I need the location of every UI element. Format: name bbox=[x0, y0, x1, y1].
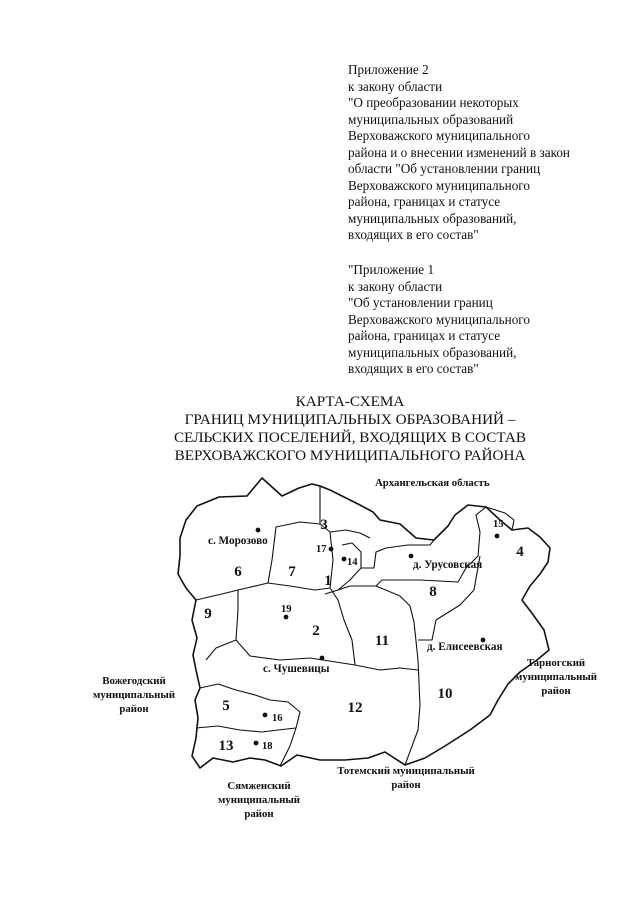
appendix-1-line: "Приложение 1 bbox=[348, 262, 435, 277]
settlement-marker bbox=[320, 656, 325, 661]
settlement-marker bbox=[495, 534, 500, 539]
neighbor-north-label: Архангельская область bbox=[375, 477, 490, 489]
boundary-6-7 bbox=[268, 527, 276, 583]
appendix-1-line: Верховажского муниципального bbox=[348, 311, 530, 327]
boundary-7-south bbox=[268, 583, 330, 590]
area-number: 5 bbox=[222, 698, 230, 714]
boundary-11-east bbox=[405, 606, 420, 765]
boundary-8-10 bbox=[376, 507, 486, 586]
map-title-line: СЕЛЬСКИХ ПОСЕЛЕНИЙ, ВХОДЯЩИХ В СОСТАВ bbox=[174, 429, 526, 446]
appendix-1-line: муниципальных образований, bbox=[348, 344, 517, 360]
settlement-label: с. Чушевицы bbox=[263, 663, 330, 675]
appendix-2-line: Приложение 2 bbox=[348, 62, 429, 77]
neighbor-southwest-label: район bbox=[244, 808, 274, 820]
map-title-line: ГРАНИЦ МУНИЦИПАЛЬНЫХ ОБРАЗОВАНИЙ – bbox=[184, 411, 516, 428]
settlement-marker bbox=[254, 741, 259, 746]
area-number: 12 bbox=[347, 700, 363, 716]
area-number: 11 bbox=[374, 633, 390, 649]
point-number: 19 bbox=[281, 604, 292, 615]
appendix-2-line: района и о внесении изменений в закон bbox=[348, 144, 570, 160]
point-number: 18 bbox=[262, 741, 273, 752]
point-number: 14 bbox=[347, 557, 358, 568]
appendix-1-line: к закону области bbox=[348, 278, 443, 294]
area-number: 3 bbox=[320, 517, 328, 533]
area-number: 2 bbox=[312, 623, 320, 639]
settlement-label: д. Елисеевская bbox=[427, 641, 503, 653]
boundary-2-12 bbox=[236, 640, 355, 665]
settlement-marker bbox=[329, 547, 334, 552]
appendix-1-line: "Об установлении границ bbox=[348, 295, 493, 310]
boundary-11-top bbox=[338, 586, 410, 606]
point-number: 17 bbox=[316, 544, 327, 555]
neighbor-west-label: Вожегодский bbox=[102, 675, 166, 687]
settlement-label: д. Урусовская bbox=[413, 559, 483, 571]
boundary-5-13 bbox=[196, 726, 296, 732]
neighbor-southwest-label: муниципальный bbox=[218, 794, 300, 806]
appendix-2-line: "О преобразовании некоторых bbox=[348, 95, 519, 110]
boundary-6-9 bbox=[196, 583, 268, 600]
boundary-5 bbox=[200, 684, 300, 728]
appendix-1-line: входящих в его состав" bbox=[348, 361, 479, 376]
appendix-2-line: района, границах и статусе bbox=[348, 194, 501, 209]
neighbor-south-label: район bbox=[391, 779, 421, 791]
boundary-12-11 bbox=[355, 665, 418, 670]
appendix-2-line: муниципальных образований, bbox=[348, 210, 517, 226]
area-number: 13 bbox=[218, 738, 234, 754]
point-number: 16 bbox=[272, 713, 283, 724]
appendix-1-line: района, границах и статусе bbox=[348, 328, 501, 343]
map-title-line: КАРТА-СХЕМА bbox=[295, 393, 405, 410]
map-title-line: ВЕРХОВАЖСКОГО МУНИЦИПАЛЬНОГО РАЙОНА bbox=[174, 447, 526, 464]
settlement-marker bbox=[409, 554, 414, 559]
neighbor-west-label: район bbox=[119, 703, 149, 715]
settlement-marker bbox=[284, 615, 289, 620]
area-number: 6 bbox=[234, 564, 242, 580]
appendix-2-line: к закону области bbox=[348, 78, 443, 94]
neighbor-southwest-label: Сямженский bbox=[227, 780, 291, 792]
area-number: 9 bbox=[204, 606, 212, 622]
area-number: 7 bbox=[288, 564, 296, 580]
appendix-2-line: Верховажского муниципального bbox=[348, 177, 530, 193]
appendix-2-line: Верховажского муниципального bbox=[348, 128, 530, 143]
point-number: 15 bbox=[493, 519, 504, 530]
neighbor-west-label: муниципальный bbox=[93, 689, 175, 701]
appendix-2-line: входящих в его состав" bbox=[348, 227, 479, 242]
settlement-label: с. Морозово bbox=[208, 535, 268, 547]
settlement-marker bbox=[256, 528, 261, 533]
neighbor-east-label: муниципальный bbox=[515, 671, 597, 683]
settlement-marker bbox=[342, 557, 347, 562]
area-number: 10 bbox=[437, 686, 453, 702]
boundary-11-west bbox=[330, 588, 355, 665]
area-number: 1 bbox=[324, 573, 332, 589]
neighbor-east-label: Тарногский bbox=[526, 657, 586, 669]
area-number: 4 bbox=[516, 544, 524, 560]
boundary-9-2 bbox=[206, 590, 238, 660]
area-number: 8 bbox=[429, 584, 437, 600]
neighbor-south-label: Тотемский муниципальный bbox=[337, 765, 475, 777]
neighbor-east-label: район bbox=[541, 685, 571, 697]
appendix-2-line: области "Об установлении границ bbox=[348, 161, 541, 176]
appendix-2-line: муниципальных образований bbox=[348, 111, 514, 127]
settlement-marker bbox=[263, 713, 268, 718]
